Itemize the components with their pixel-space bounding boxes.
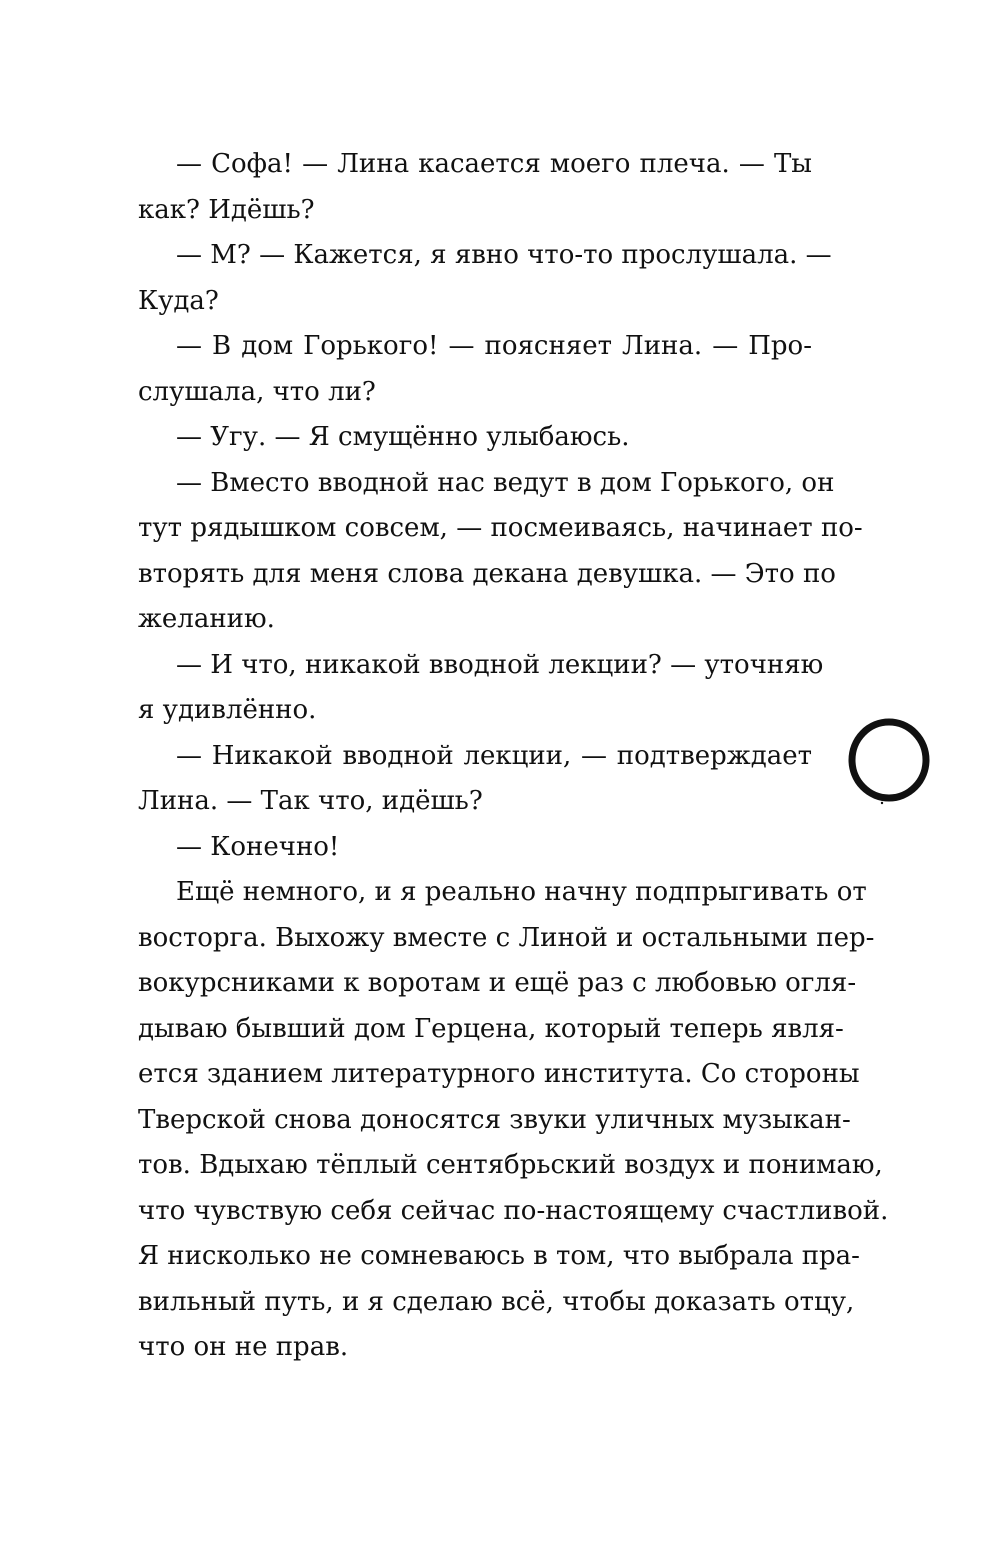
text-line: я удивлённо. xyxy=(138,695,317,725)
text-line: слушала, что ли? xyxy=(138,376,376,407)
ink-ring-icon xyxy=(846,716,932,806)
text-line: Куда? xyxy=(138,285,219,316)
text-line: Я нисколько не сомневаюсь в том, что выбрала пра- xyxy=(138,1241,860,1271)
page-body-text xyxy=(138,142,889,1371)
text-line: Тверской снова доносятся звуки уличных музыкан- xyxy=(138,1104,851,1135)
text-line: — Никакой вводной лекции, — подтверждает xyxy=(176,740,812,771)
text-line: — И что, никакой вводной лекции? — уточняю xyxy=(176,649,824,680)
text-line: желанию. xyxy=(138,604,275,634)
text-line: как? Идёшь? xyxy=(138,194,315,225)
text-line: — В дом Горького! — поясняет Лина. — Про- xyxy=(176,331,812,361)
text-line: вторять для меня слова декана девушка. — Это по xyxy=(138,558,836,589)
text-line: Лина. — Так что, идёшь? xyxy=(138,786,483,816)
text-line: вильный путь, и я сделаю всё, чтобы доказать отцу, xyxy=(138,1286,855,1317)
text-line: — Угу. — Я смущённо улыбаюсь. xyxy=(176,422,630,452)
text-line: вокурсниками к воротам и ещё раз с любовью огля- xyxy=(138,968,857,998)
text-line: восторга. Выхожу вместе с Линой и остальными пер- xyxy=(138,922,875,953)
text-line: дываю бывший дом Герцена, который теперь явля- xyxy=(138,1013,844,1044)
text-line: — Софа! — Лина касается моего плеча. — Ты xyxy=(176,149,812,179)
text-line: тут рядышком совсем, — посмеиваясь, начинает по- xyxy=(138,513,863,543)
text-line: ется зданием литературного института. Со стороны xyxy=(138,1059,860,1089)
text-line: — М? — Кажется, я явно что-то прослушала. — xyxy=(176,240,832,270)
text-line: — Конечно! xyxy=(176,831,340,862)
text-line: что он не прав. xyxy=(138,1332,349,1362)
text-line: тов. Вдыхаю тёплый сентябрьский воздух и понимаю, xyxy=(138,1150,883,1180)
text-line: — Вместо вводной нас ведут в дом Горького, он xyxy=(176,467,835,498)
text-line: что чувствую себя сейчас по-настоящему счастливой. xyxy=(138,1195,889,1226)
text-line: Ещё немного, и я реально начну подпрыгивать от xyxy=(176,877,867,907)
